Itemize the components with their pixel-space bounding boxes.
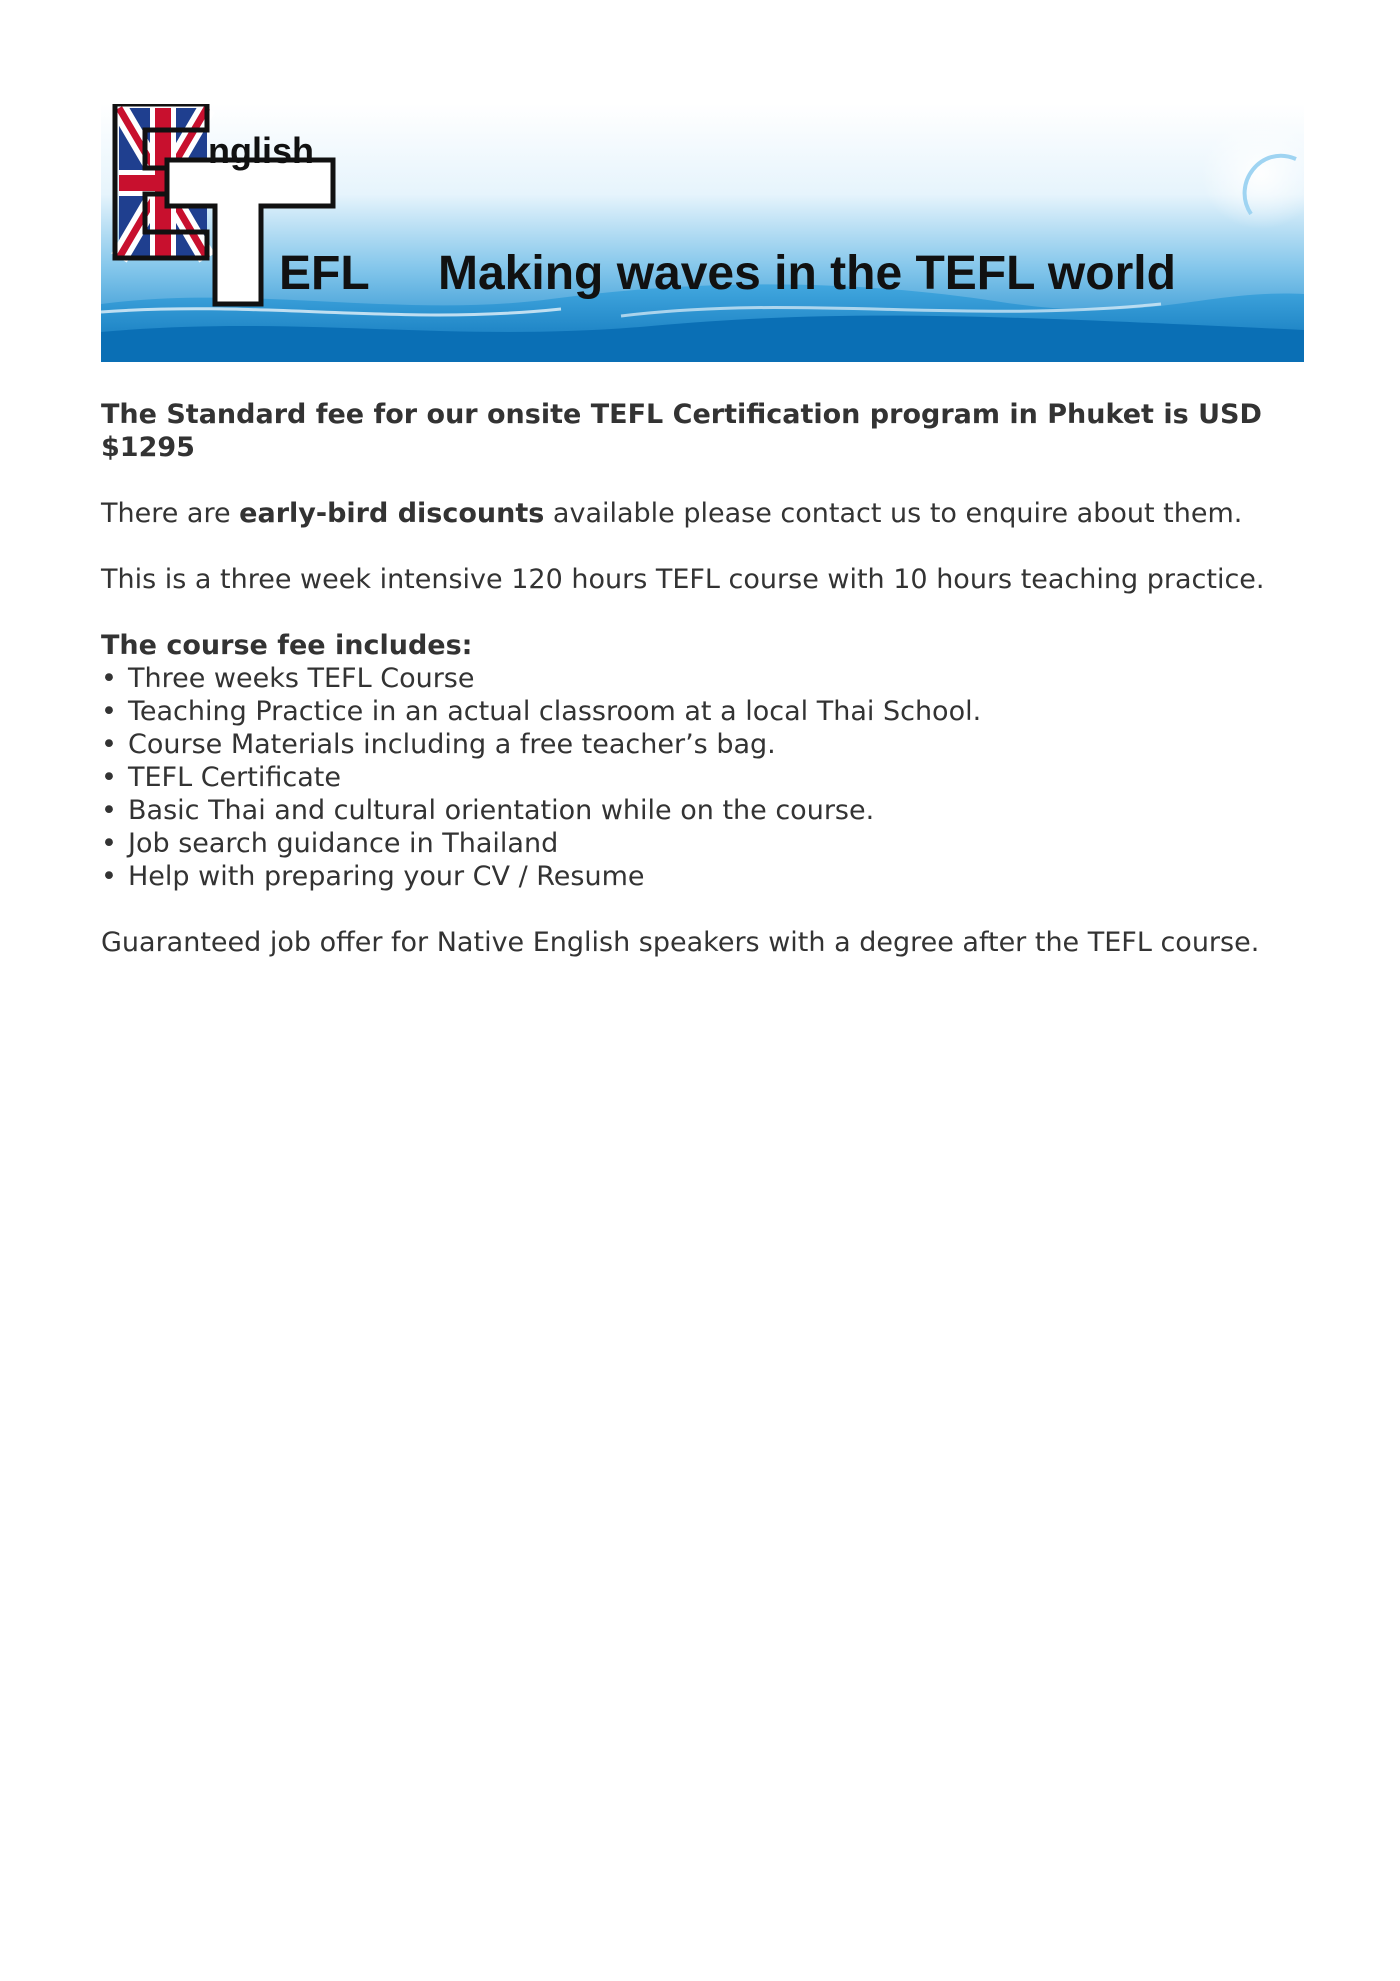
banner-tagline: Making waves in the TEFL world <box>438 247 1176 300</box>
discount-prefix: There are <box>101 498 240 529</box>
discount-paragraph <box>101 497 1321 530</box>
list-item <box>101 860 1321 893</box>
bullet-icon: • <box>101 696 117 727</box>
discount-suffix: available please contact us to enquire about them. <box>544 498 1243 529</box>
list-item-text: Teaching Practice in an actual classroom at a local Thai School. <box>128 696 982 727</box>
bullet-icon: • <box>101 795 117 826</box>
list-item <box>101 728 1321 761</box>
fee-heading: The Standard fee for our onsite TEFL Certification program in Phuket is USD $1295 <box>101 399 1262 463</box>
bullet-icon: • <box>101 861 117 892</box>
list-item <box>101 662 1321 695</box>
list-item-text: Course Materials including a free teacher’s bag. <box>128 729 776 760</box>
list-item-text: Three weeks TEFL Course <box>128 663 475 694</box>
course-description: This is a three week intensive 120 hours TEFL course with 10 hours teaching practice. <box>101 564 1265 595</box>
includes-list <box>101 662 1321 893</box>
list-item-text: Job search guidance in Thailand <box>128 828 559 859</box>
discount-bold: early-bird discounts <box>239 498 545 529</box>
list-item-text: TEFL Certificate <box>128 762 341 793</box>
logo-english-word: nglish <box>208 130 314 171</box>
list-item <box>101 794 1321 827</box>
bullet-icon: • <box>101 663 117 694</box>
bullet-icon: • <box>101 762 117 793</box>
list-item-text: Basic Thai and cultural orientation while on the course. <box>128 795 875 826</box>
list-item <box>101 695 1321 728</box>
banner-graphic <box>101 104 1304 362</box>
banner-header <box>101 104 1304 362</box>
logo-tefl-word: EFL <box>279 247 370 300</box>
bullet-icon: • <box>101 828 117 859</box>
includes-heading: The course fee includes: <box>101 630 473 661</box>
list-item <box>101 761 1321 794</box>
guarantee-paragraph: Guaranteed job offer for Native English speakers with a degree after the TEFL course. <box>101 927 1260 958</box>
list-item <box>101 827 1321 860</box>
main-content <box>101 398 1321 992</box>
bullet-icon: • <box>101 729 117 760</box>
list-item-text: Help with preparing your CV / Resume <box>128 861 645 892</box>
